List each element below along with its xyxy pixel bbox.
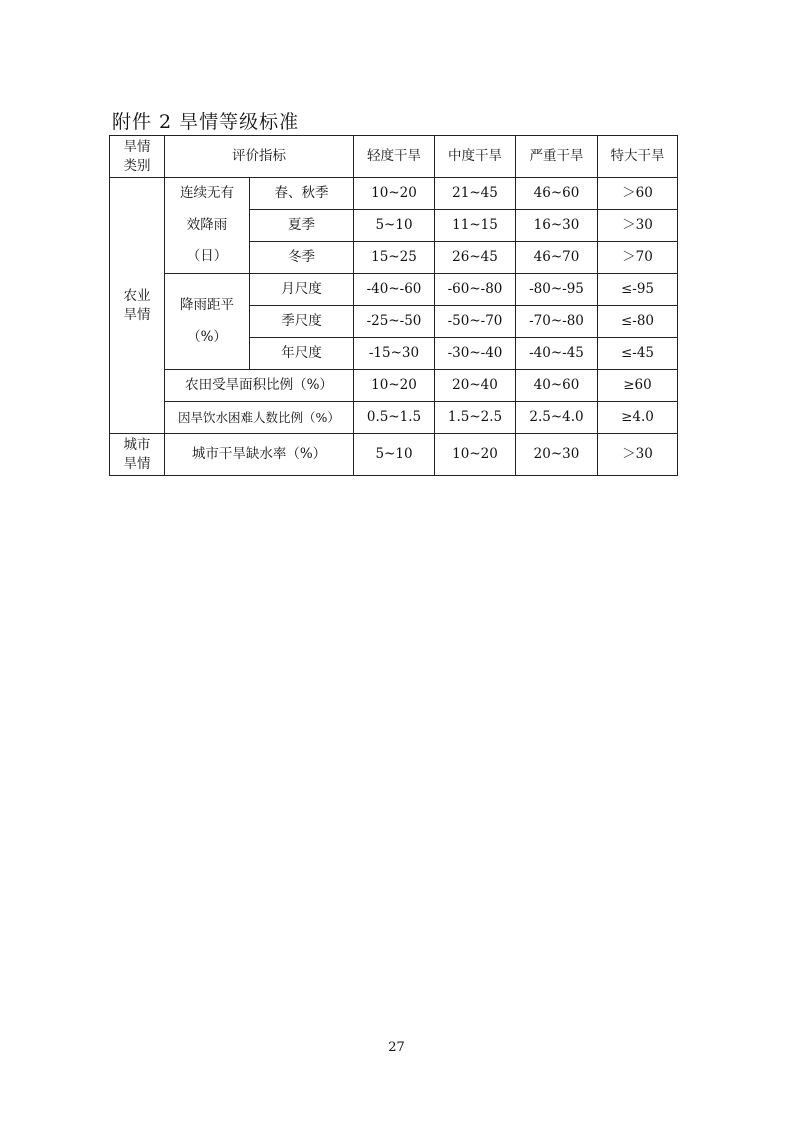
header-level-severe: 严重干旱 (516, 136, 598, 178)
scale-cell: 年尺度 (250, 338, 354, 370)
value-cell: -60~-80 (435, 274, 516, 306)
value-cell: 11~15 (435, 210, 516, 242)
no-rain-label-line3: （日） (186, 248, 228, 265)
table-header-row (110, 136, 678, 178)
urban-indicator-cell: 城市干旱缺水率（%） (165, 434, 354, 476)
rain-anomaly-label-line1: 降雨距平 (180, 296, 234, 313)
value-cell: 1.5~2.5 (435, 402, 516, 434)
header-level-moderate: 中度干旱 (435, 136, 516, 178)
table-row (110, 274, 678, 306)
farmland-indicator-cell: 农田受旱面积比例（%） (165, 370, 354, 402)
value-cell: ＞30 (598, 434, 678, 476)
drinking-indicator-cell: 因旱饮水困难人数比例（%） (165, 402, 354, 434)
table-row (110, 402, 678, 434)
agri-category-line1: 农业 (123, 288, 151, 305)
table-row (110, 434, 678, 476)
no-rain-label-line2: 效降雨 (186, 216, 228, 233)
value-cell: 2.5~4.0 (516, 402, 598, 434)
no-rain-label-line1: 连续无有 (180, 185, 234, 201)
urban-category-line1: 城市 (123, 437, 151, 454)
value-cell: ≤-45 (598, 338, 678, 370)
value-cell: 20~40 (435, 370, 516, 402)
value-cell: -40~-60 (354, 274, 435, 306)
value-cell: -15~30 (354, 338, 435, 370)
agri-drought-category-cell (110, 178, 165, 434)
scale-cell: 月尺度 (250, 274, 354, 306)
header-category-cell (110, 136, 165, 178)
season-cell: 冬季 (250, 242, 354, 274)
value-cell: -80~-95 (516, 274, 598, 306)
header-level-extreme: 特大干旱 (598, 136, 678, 178)
value-cell: 10~20 (435, 434, 516, 476)
value-cell: 0.5~1.5 (354, 402, 435, 434)
value-cell: 10~20 (354, 178, 435, 210)
header-category-line1: 旱情 (123, 139, 151, 156)
header-category-line2: 类别 (123, 157, 151, 174)
urban-category-line2: 旱情 (123, 455, 151, 472)
value-cell: 5~10 (354, 434, 435, 476)
value-cell: ≥4.0 (598, 402, 678, 434)
value-cell: 10~20 (354, 370, 435, 402)
value-cell: ≥60 (598, 370, 678, 402)
season-cell: 夏季 (250, 210, 354, 242)
value-cell: -40~-45 (516, 338, 598, 370)
page-title: 附件 2 旱情等级标准 (112, 111, 300, 133)
value-cell: -50~-70 (435, 306, 516, 338)
page-number: 27 (388, 1040, 405, 1055)
table-row (110, 178, 678, 210)
urban-drought-category-cell (110, 434, 165, 476)
value-cell: -25~-50 (354, 306, 435, 338)
drought-grade-table (109, 135, 678, 476)
value-cell: 40~60 (516, 370, 598, 402)
value-cell: ＞60 (598, 178, 678, 210)
rain-anomaly-label-line2: （%） (187, 328, 227, 345)
value-cell: ＞30 (598, 210, 678, 242)
scale-cell: 季尺度 (250, 306, 354, 338)
value-cell: 46~60 (516, 178, 598, 210)
header-indicator-cell: 评价指标 (165, 136, 354, 178)
value-cell: 20~30 (516, 434, 598, 476)
no-rain-indicator-cell (165, 178, 250, 274)
rain-anomaly-indicator-cell (165, 274, 250, 370)
value-cell: -30~-40 (435, 338, 516, 370)
agri-category-line2: 旱情 (123, 306, 151, 323)
value-cell: 46~70 (516, 242, 598, 274)
value-cell: -70~-80 (516, 306, 598, 338)
value-cell: ≤-95 (598, 274, 678, 306)
value-cell: 26~45 (435, 242, 516, 274)
value-cell: 21~45 (435, 178, 516, 210)
header-level-mild: 轻度干旱 (354, 136, 435, 178)
season-cell: 春、秋季 (250, 178, 354, 210)
value-cell: 16~30 (516, 210, 598, 242)
value-cell: 15~25 (354, 242, 435, 274)
table-row (110, 370, 678, 402)
value-cell: ≤-80 (598, 306, 678, 338)
value-cell: 5~10 (354, 210, 435, 242)
value-cell: ＞70 (598, 242, 678, 274)
